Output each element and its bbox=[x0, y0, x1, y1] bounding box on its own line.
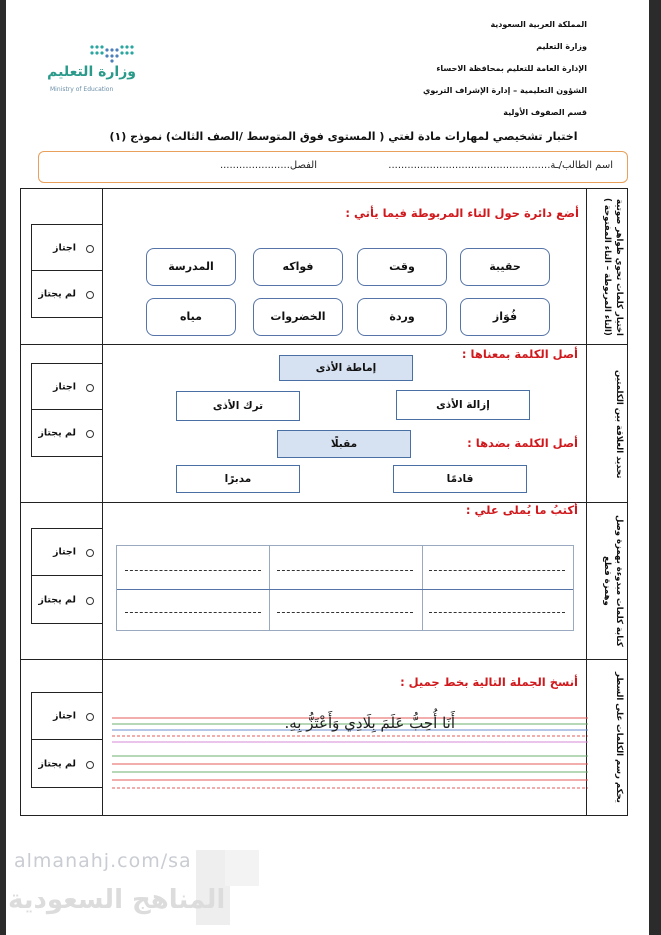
grid-row-divider-3 bbox=[21, 659, 627, 660]
opposite-option[interactable]: قادمًا bbox=[393, 465, 527, 493]
fail-label: لم يجتاز bbox=[38, 288, 76, 300]
header-line-dept: قسم الصفوف الأولية bbox=[503, 108, 587, 117]
header-block bbox=[367, 14, 587, 124]
fail-label: لم يجتاز bbox=[38, 758, 76, 769]
instruction-circle-taa: أضع دائرة حول التاء المربوطة فيما يأتي : bbox=[345, 206, 579, 220]
dictation-cell[interactable] bbox=[269, 546, 421, 588]
opposite-source-word[interactable]: مقبلًا bbox=[277, 430, 411, 458]
meaning-option[interactable]: إزالة الأذى bbox=[396, 390, 530, 420]
header-line-ministry: وزارة التعليم bbox=[536, 42, 587, 51]
student-name-field[interactable]: اسم الطالب/ـة................................................... bbox=[388, 160, 613, 171]
word-card[interactable]: فواكه bbox=[253, 248, 343, 286]
pass-label: اجتاز bbox=[52, 381, 76, 392]
copy-sentence: أَنَا أُحِبُّ عَلَمَ بِلَادِي وَأَعْتَزُّ بِهِ. bbox=[284, 714, 455, 732]
meaning-option[interactable]: ترك الأذى bbox=[176, 391, 300, 421]
pass-label: اجتاز bbox=[52, 546, 76, 558]
class-field[interactable]: الفصل...................... bbox=[219, 160, 317, 171]
logo-arabic-text: وزارة التعليم bbox=[47, 64, 136, 80]
header-line-affairs: الشؤون التعليمية – إدارة الإشراف التربوي bbox=[422, 86, 587, 95]
fail-radio[interactable] bbox=[86, 597, 94, 605]
header-line-admin: الإدارة العامة للتعليم بمحافظة الاحساء bbox=[436, 64, 587, 73]
word-card[interactable]: حقيبة bbox=[460, 248, 550, 286]
student-info-box bbox=[38, 151, 628, 183]
skill-label-4: يحكم رسم الكلمات على السطر bbox=[614, 671, 624, 803]
pass-radio[interactable] bbox=[86, 549, 94, 557]
pass-radio[interactable] bbox=[86, 245, 94, 253]
ministry-logo bbox=[46, 42, 136, 100]
pass-label: اجتاز bbox=[52, 242, 76, 253]
opposite-option[interactable]: مدبرًا bbox=[176, 465, 300, 493]
fail-label: لم يجتاز bbox=[38, 594, 76, 605]
fail-radio[interactable] bbox=[86, 761, 94, 769]
watermark-url: almanahj.com/sa bbox=[14, 850, 192, 872]
skill-label-2: تحديد العلاقة بين الكلمتين bbox=[614, 369, 624, 479]
dictation-cell[interactable] bbox=[269, 588, 421, 630]
fail-radio[interactable] bbox=[86, 430, 94, 438]
word-card[interactable]: مياه bbox=[146, 298, 236, 336]
watermark-arabic: المناهج السعودية bbox=[8, 885, 226, 915]
pass-label: اجتاز bbox=[52, 710, 76, 722]
ministry-dots-logo-icon bbox=[88, 42, 136, 64]
watermark-block bbox=[225, 850, 259, 886]
fail-label: لم يجتاز bbox=[38, 427, 76, 439]
instruction-copy-sentence: أنسخ الجملة التالية بخط جميل : bbox=[400, 675, 578, 689]
dictation-cell[interactable] bbox=[421, 546, 573, 588]
pass-radio[interactable] bbox=[86, 713, 94, 721]
skill-label-3: كتابة كلمات مبدوءة بهمزة وصل وهمزة قطع bbox=[602, 515, 624, 647]
dictation-cell[interactable] bbox=[117, 588, 269, 630]
instruction-match-opposite: أصل الكلمة بضدها : bbox=[467, 436, 578, 450]
word-card[interactable]: الخضروات bbox=[253, 298, 343, 336]
instruction-match-meaning: أصل الكلمة بمعناها : bbox=[461, 347, 578, 361]
fail-radio[interactable] bbox=[86, 291, 94, 299]
pass-fail-box-3 bbox=[31, 528, 103, 624]
instruction-dictation: أكتبُ ما يُملى علي : bbox=[465, 503, 578, 517]
logo-english-text: Ministry of Education bbox=[50, 86, 114, 93]
grid-row-divider-1 bbox=[21, 344, 627, 345]
word-card[interactable]: فُوَاز bbox=[460, 298, 550, 336]
dictation-grid bbox=[116, 545, 574, 631]
word-card[interactable]: المدرسة bbox=[146, 248, 236, 286]
skill-label-1: اختيار كلمات تحوي ظواهر صوتية (التاء المربوطة – التاء المفتوحة ) bbox=[602, 198, 624, 336]
pass-radio[interactable] bbox=[86, 384, 94, 392]
pass-fail-box-4 bbox=[31, 692, 103, 788]
header-line-kingdom: المملكة العربية السعودية bbox=[490, 20, 587, 29]
word-card[interactable]: وقت bbox=[357, 248, 447, 286]
exam-title: اختبار تشخيصي لمهارات مادة لغتي ( المستوى فوق المتوسط /الصف الثالث) نموذج (١) bbox=[109, 130, 578, 143]
dictation-cell[interactable] bbox=[421, 588, 573, 630]
meaning-source-word[interactable]: إماطة الأذى bbox=[279, 355, 413, 381]
dictation-cell[interactable] bbox=[117, 546, 269, 588]
pass-fail-box-1 bbox=[31, 224, 103, 318]
pass-fail-box-2 bbox=[31, 363, 103, 457]
word-card[interactable]: وردة bbox=[357, 298, 447, 336]
